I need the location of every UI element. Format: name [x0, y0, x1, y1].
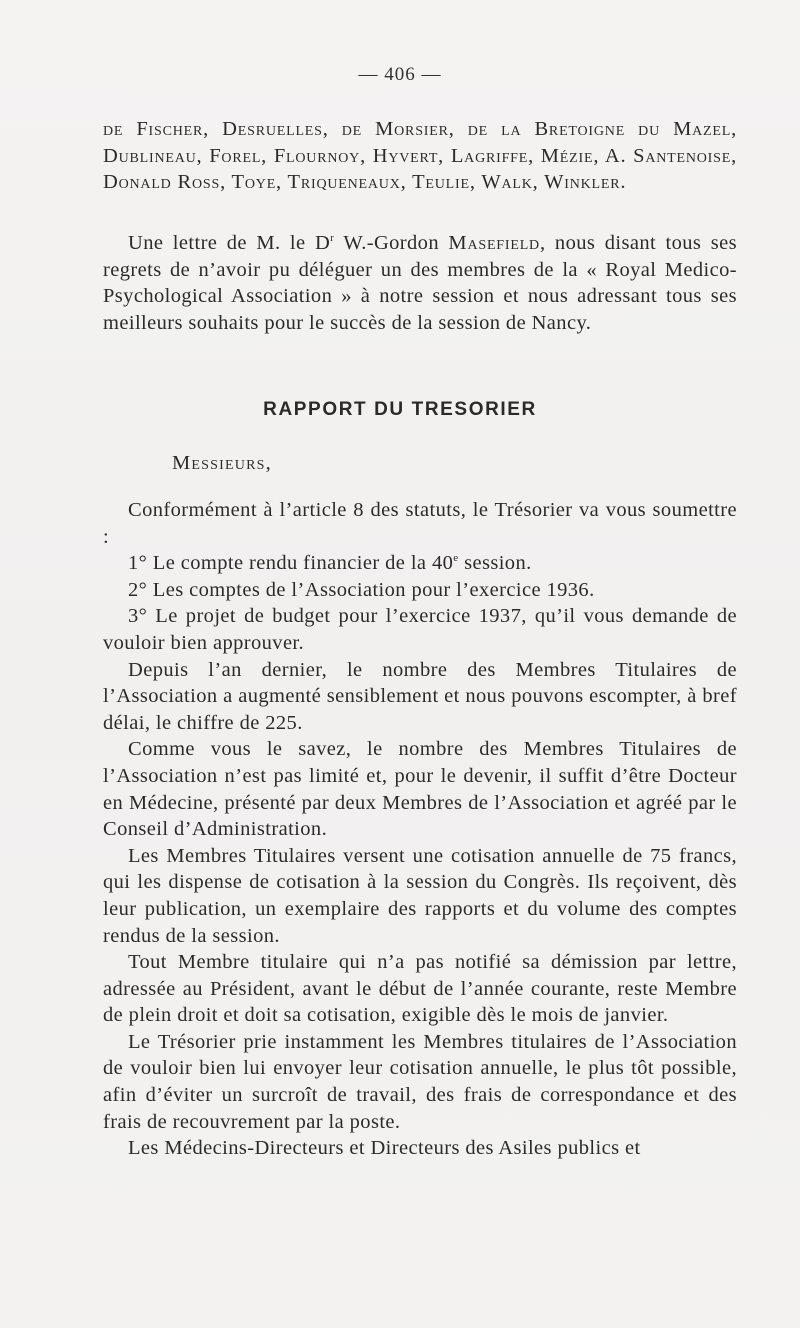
section-heading: RAPPORT DU TRESORIER	[263, 399, 537, 420]
list-item-2: 2° Les comptes de l’Association pour l’exercice 1936.	[128, 578, 595, 601]
list-item-1	[103, 550, 737, 577]
letter-text-rest: , nous disant tous ses regrets de n’avoir pu déléguer un des membres de la « Royal Medico-Psychological Association » à notre session et nous adressant tous ses meilleurs souhaits pour le succès de la session de Nancy.	[103, 232, 737, 334]
body-paragraph-5: Tout Membre titulaire qui n’a pas notifié sa démission par lettre, adressée au Président, avant le début de l’année courante, reste Membre de plein droit et doit sa cotisation, exigible dès le mois de janvier.	[103, 951, 737, 1027]
list-item-3: 3° Le projet de budget pour l’exercice 1937, qu’il vous demande de vouloir bien approuver.	[103, 605, 737, 654]
body-paragraph-1: Conformément à l’article 8 des statuts, le Trésorier va vous soumettre :	[103, 499, 737, 548]
names-list-block	[103, 116, 737, 196]
doctor-superscript: r	[330, 232, 335, 245]
body-paragraph-3: Comme vous le savez, le nombre des Membres Titulaires de l’Association n’est pas limité et, pour le devenir, il suffit d’être Docteur en Médecine, présenté par deux Membres de l’Association et agréé par le Conseil d’Administration.	[103, 738, 737, 841]
body-paragraph-2: Depuis l’an dernier, le nombre des Membres Titulaires de l’Association a augmenté sensiblement et nous pouvons escompter, à bref délai, le chiffre de 225.	[103, 658, 737, 734]
salutation: Messieurs,	[172, 452, 272, 474]
names-paragraph: de Fischer, Desruelles, de Morsier, de la Bretoigne du Mazel, Dublineau, Forel, Flournoy, Hyvert, Lagriffe, Mézie, A. Santenoise, Donald Ross, Toye, Triqueneaux, Teulie, Walk, Winkler.	[103, 118, 737, 194]
session-superscript: e	[453, 552, 459, 565]
list-item-1-text: 1° Le compte rendu financier de la 40	[128, 552, 454, 575]
letter-paragraph	[103, 230, 737, 336]
body-paragraph-6: Le Trésorier prie instamment les Membres titulaires de l’Association de vouloir bien lui envoyer leur cotisation annuelle, le plus tôt possible, afin d’éviter un surcroît de travail, des frais de correspondance et des frais de recouvrement par la poste.	[103, 1030, 737, 1133]
letter-block	[103, 230, 737, 336]
body-paragraph-7: Les Médecins-Directeurs et Directeurs des Asiles publics et	[128, 1137, 641, 1160]
body-paragraph-4: Les Membres Titulaires versent une cotisation annuelle de 75 francs, qui les dispense de cotisation à la session du Congrès. Ils reçoivent, dès leur publication, un exemplaire des rapports et du volume des comptes rendus de la session.	[103, 844, 737, 947]
page-number: — 406 —	[358, 64, 442, 85]
list-item-1-end: session.	[458, 552, 532, 575]
letter-surname: Masefield	[448, 232, 540, 254]
letter-text-name-prefix: W.-Gordon	[334, 232, 449, 254]
report-body	[103, 497, 737, 1162]
letter-text-start: Une lettre de M. le D	[128, 232, 331, 254]
